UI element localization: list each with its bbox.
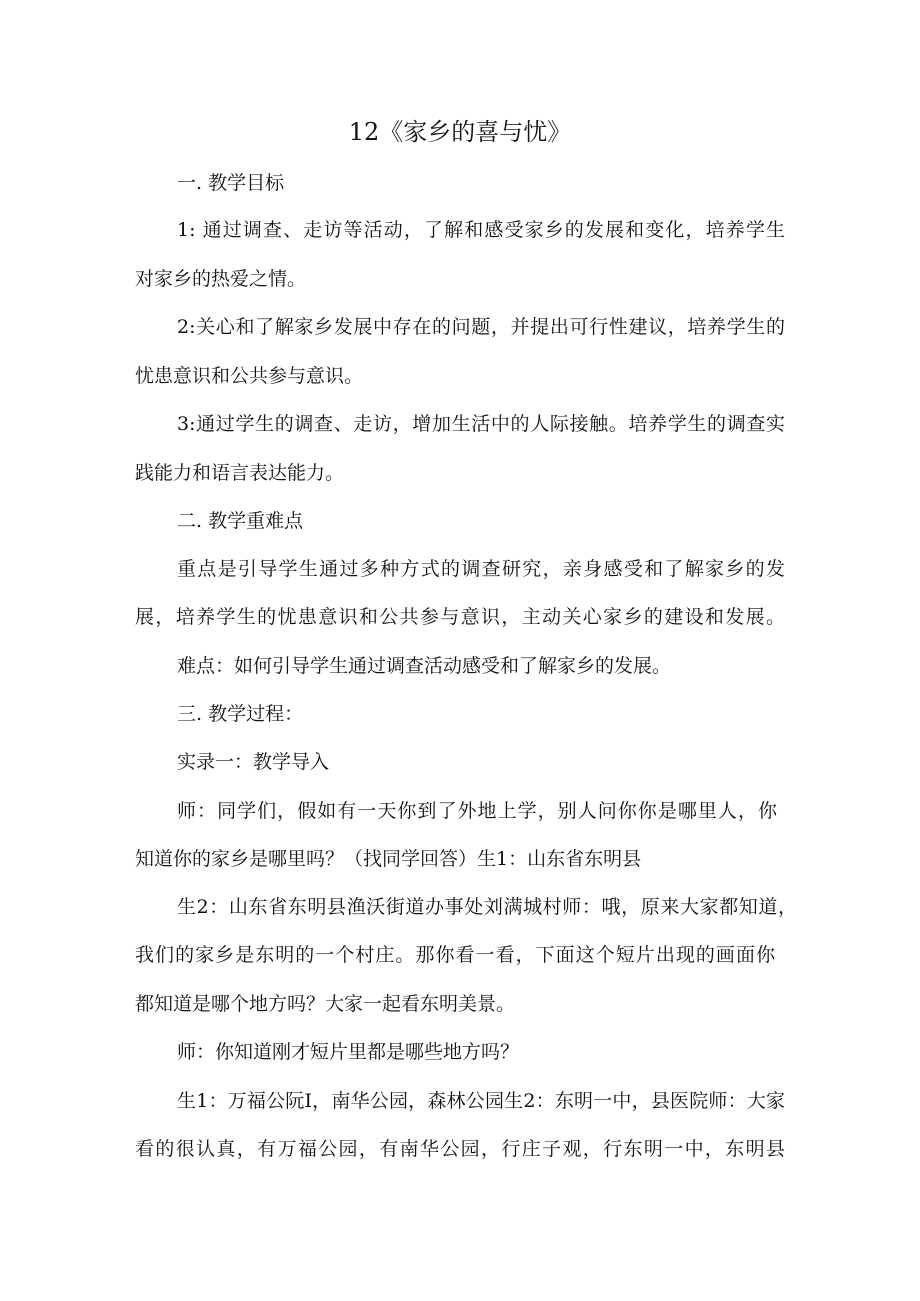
paragraph-line: 对家乡的热爱之情。 (135, 268, 307, 290)
paragraph-line: 难点：如何引导学生通过调查活动感受和了解家乡的发展。 (177, 655, 672, 677)
document-title: 12《家乡的喜与忧》 (348, 118, 572, 146)
paragraph-line: 3:通过学生的调查、走访，增加生活中的人际接触。培养学生的调查实 (177, 413, 785, 435)
paragraph-line: 实录一：教学导入 (177, 751, 330, 773)
paragraph-line: 1: 通过调查、走访等活动，了解和感受家乡的发展和变化，培养学生 (177, 219, 785, 241)
paragraph-line: 我们的家乡是东明的一个村庄。那你看一看，下面这个短片出现的画面你 (135, 944, 775, 966)
section-heading-objectives: 一. 教学目标 (177, 172, 285, 194)
paragraph-line: 践能力和语言表达能力。 (135, 462, 345, 484)
paragraph-line: 生1：万福公阮I，南华公园，森林公园生2：东明一中，县医院师：大家 (177, 1090, 785, 1112)
paragraph-line: 师：你知道刚才短片里都是哪些地方吗？ (177, 1041, 520, 1063)
section-heading-process: 三. 教学过程： (177, 703, 304, 725)
paragraph-line: 师：同学们，假如有一天你到了外地上学，别人问你你是哪里人，你 (177, 800, 777, 822)
paragraph-line: 2:关心和了解家乡发展中存在的问题，并提出可行性建议，培养学生的 (177, 316, 785, 338)
paragraph-line: 重点是引导学生通过多种方式的调查研究，亲身感受和了解家乡的发 (177, 558, 785, 580)
paragraph-line: 看的很认真，有万福公园，有南华公园，行庄子观，行东明一中，东明县 (135, 1138, 785, 1160)
paragraph-line: 都知道是哪个地方吗？大家一起看东明美景。 (135, 993, 516, 1015)
paragraph-line: 知道你的家乡是哪里吗？（找同学回答）生1：山东省东明县 (135, 848, 642, 870)
paragraph-line: 生2：山东省东明县渔沃街道办事处刘满城村师：哦，原来大家都知道， (177, 896, 797, 918)
section-heading-key-points: 二. 教学重难点 (177, 510, 304, 532)
paragraph-line: 忧患意识和公共参与意识。 (135, 365, 364, 387)
paragraph-line: 展，培养学生的忧患意识和公共参与意识，主动关心家乡的建设和发展。 (135, 606, 785, 628)
